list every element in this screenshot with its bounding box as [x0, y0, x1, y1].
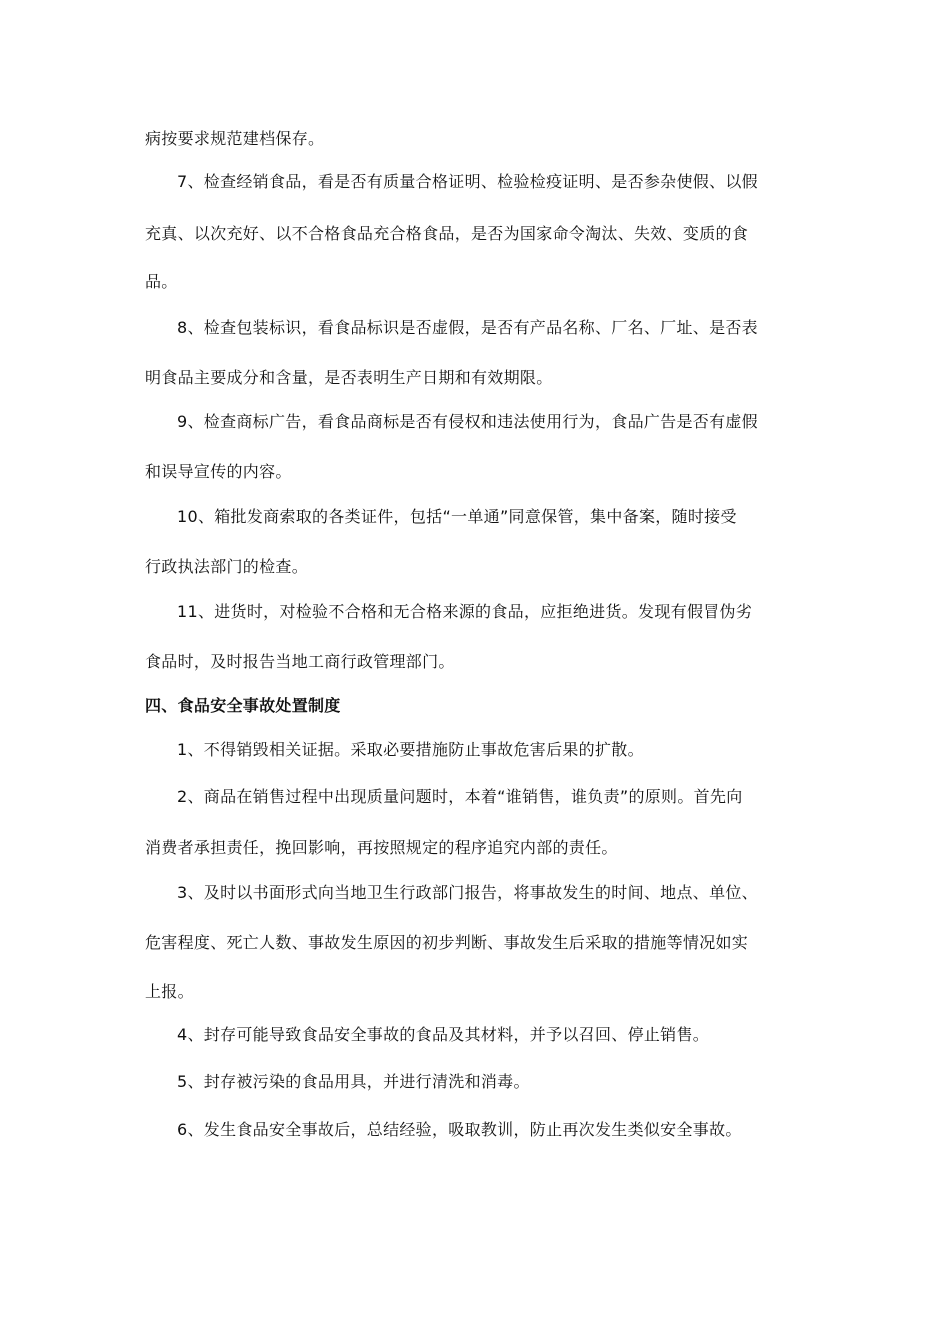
paragraph-line: 消费者承担责任，挽回影响，再按照规定的程序追究内部的责任。 [145, 838, 618, 857]
paragraph-line: 7、检查经销食品，看是否有质量合格证明、检验检疫证明、是否参杂使假、以假 [177, 172, 758, 191]
paragraph-line: 9、检查商标广告，看食品商标是否有侵权和违法使用行为，食品广告是否有虚假 [177, 412, 758, 431]
paragraph-line: 8、检查包装标识，看食品标识是否虚假，是否有产品名称、厂名、厂址、是否表 [177, 318, 758, 337]
paragraph-line: 充真、以次充好、以不合格食品充合格食品，是否为国家命令淘汰、失效、变质的食 [145, 224, 749, 243]
paragraph-line: 明食品主要成分和含量，是否表明生产日期和有效期限。 [145, 368, 553, 387]
paragraph-line: 病按要求规范建档保存。 [145, 129, 325, 148]
paragraph-line: 10、箱批发商索取的各类证件，包括“一单通”同意保管，集中备案，随时接受 [177, 507, 737, 526]
paragraph-line: 和误导宣传的内容。 [145, 462, 292, 481]
paragraph-line: 1、不得销毁相关证据。采取必要措施防止事故危害后果的扩散。 [177, 740, 644, 759]
paragraph-line: 11、进货时，对检验不合格和无合格来源的食品，应拒绝进货。发现有假冒伪劣 [177, 602, 753, 621]
paragraph-line: 行政执法部门的检查。 [145, 557, 309, 576]
section-heading: 四、食品安全事故处置制度 [145, 696, 341, 715]
paragraph-line: 4、封存可能导致食品安全事故的食品及其材料，并予以召回、停止销售。 [177, 1025, 710, 1044]
paragraph-line: 2、商品在销售过程中出现质量问题时，本着“谁销售，谁负责”的原则。首先向 [177, 787, 743, 806]
paragraph-line: 6、发生食品安全事故后，总结经验，吸取教训，防止再次发生类似安全事故。 [177, 1120, 742, 1139]
paragraph-line: 食品时，及时报告当地工商行政管理部门。 [145, 652, 455, 671]
paragraph-line: 5、封存被污染的食品用具，并进行清洗和消毒。 [177, 1072, 530, 1091]
paragraph-line: 3、及时以书面形式向当地卫生行政部门报告，将事故发生的时间、地点、单位、 [177, 883, 758, 902]
paragraph-line: 品。 [145, 272, 178, 291]
paragraph-line: 危害程度、死亡人数、事故发生原因的初步判断、事故发生后采取的措施等情况如实 [145, 933, 749, 952]
paragraph-line: 上报。 [145, 982, 194, 1001]
